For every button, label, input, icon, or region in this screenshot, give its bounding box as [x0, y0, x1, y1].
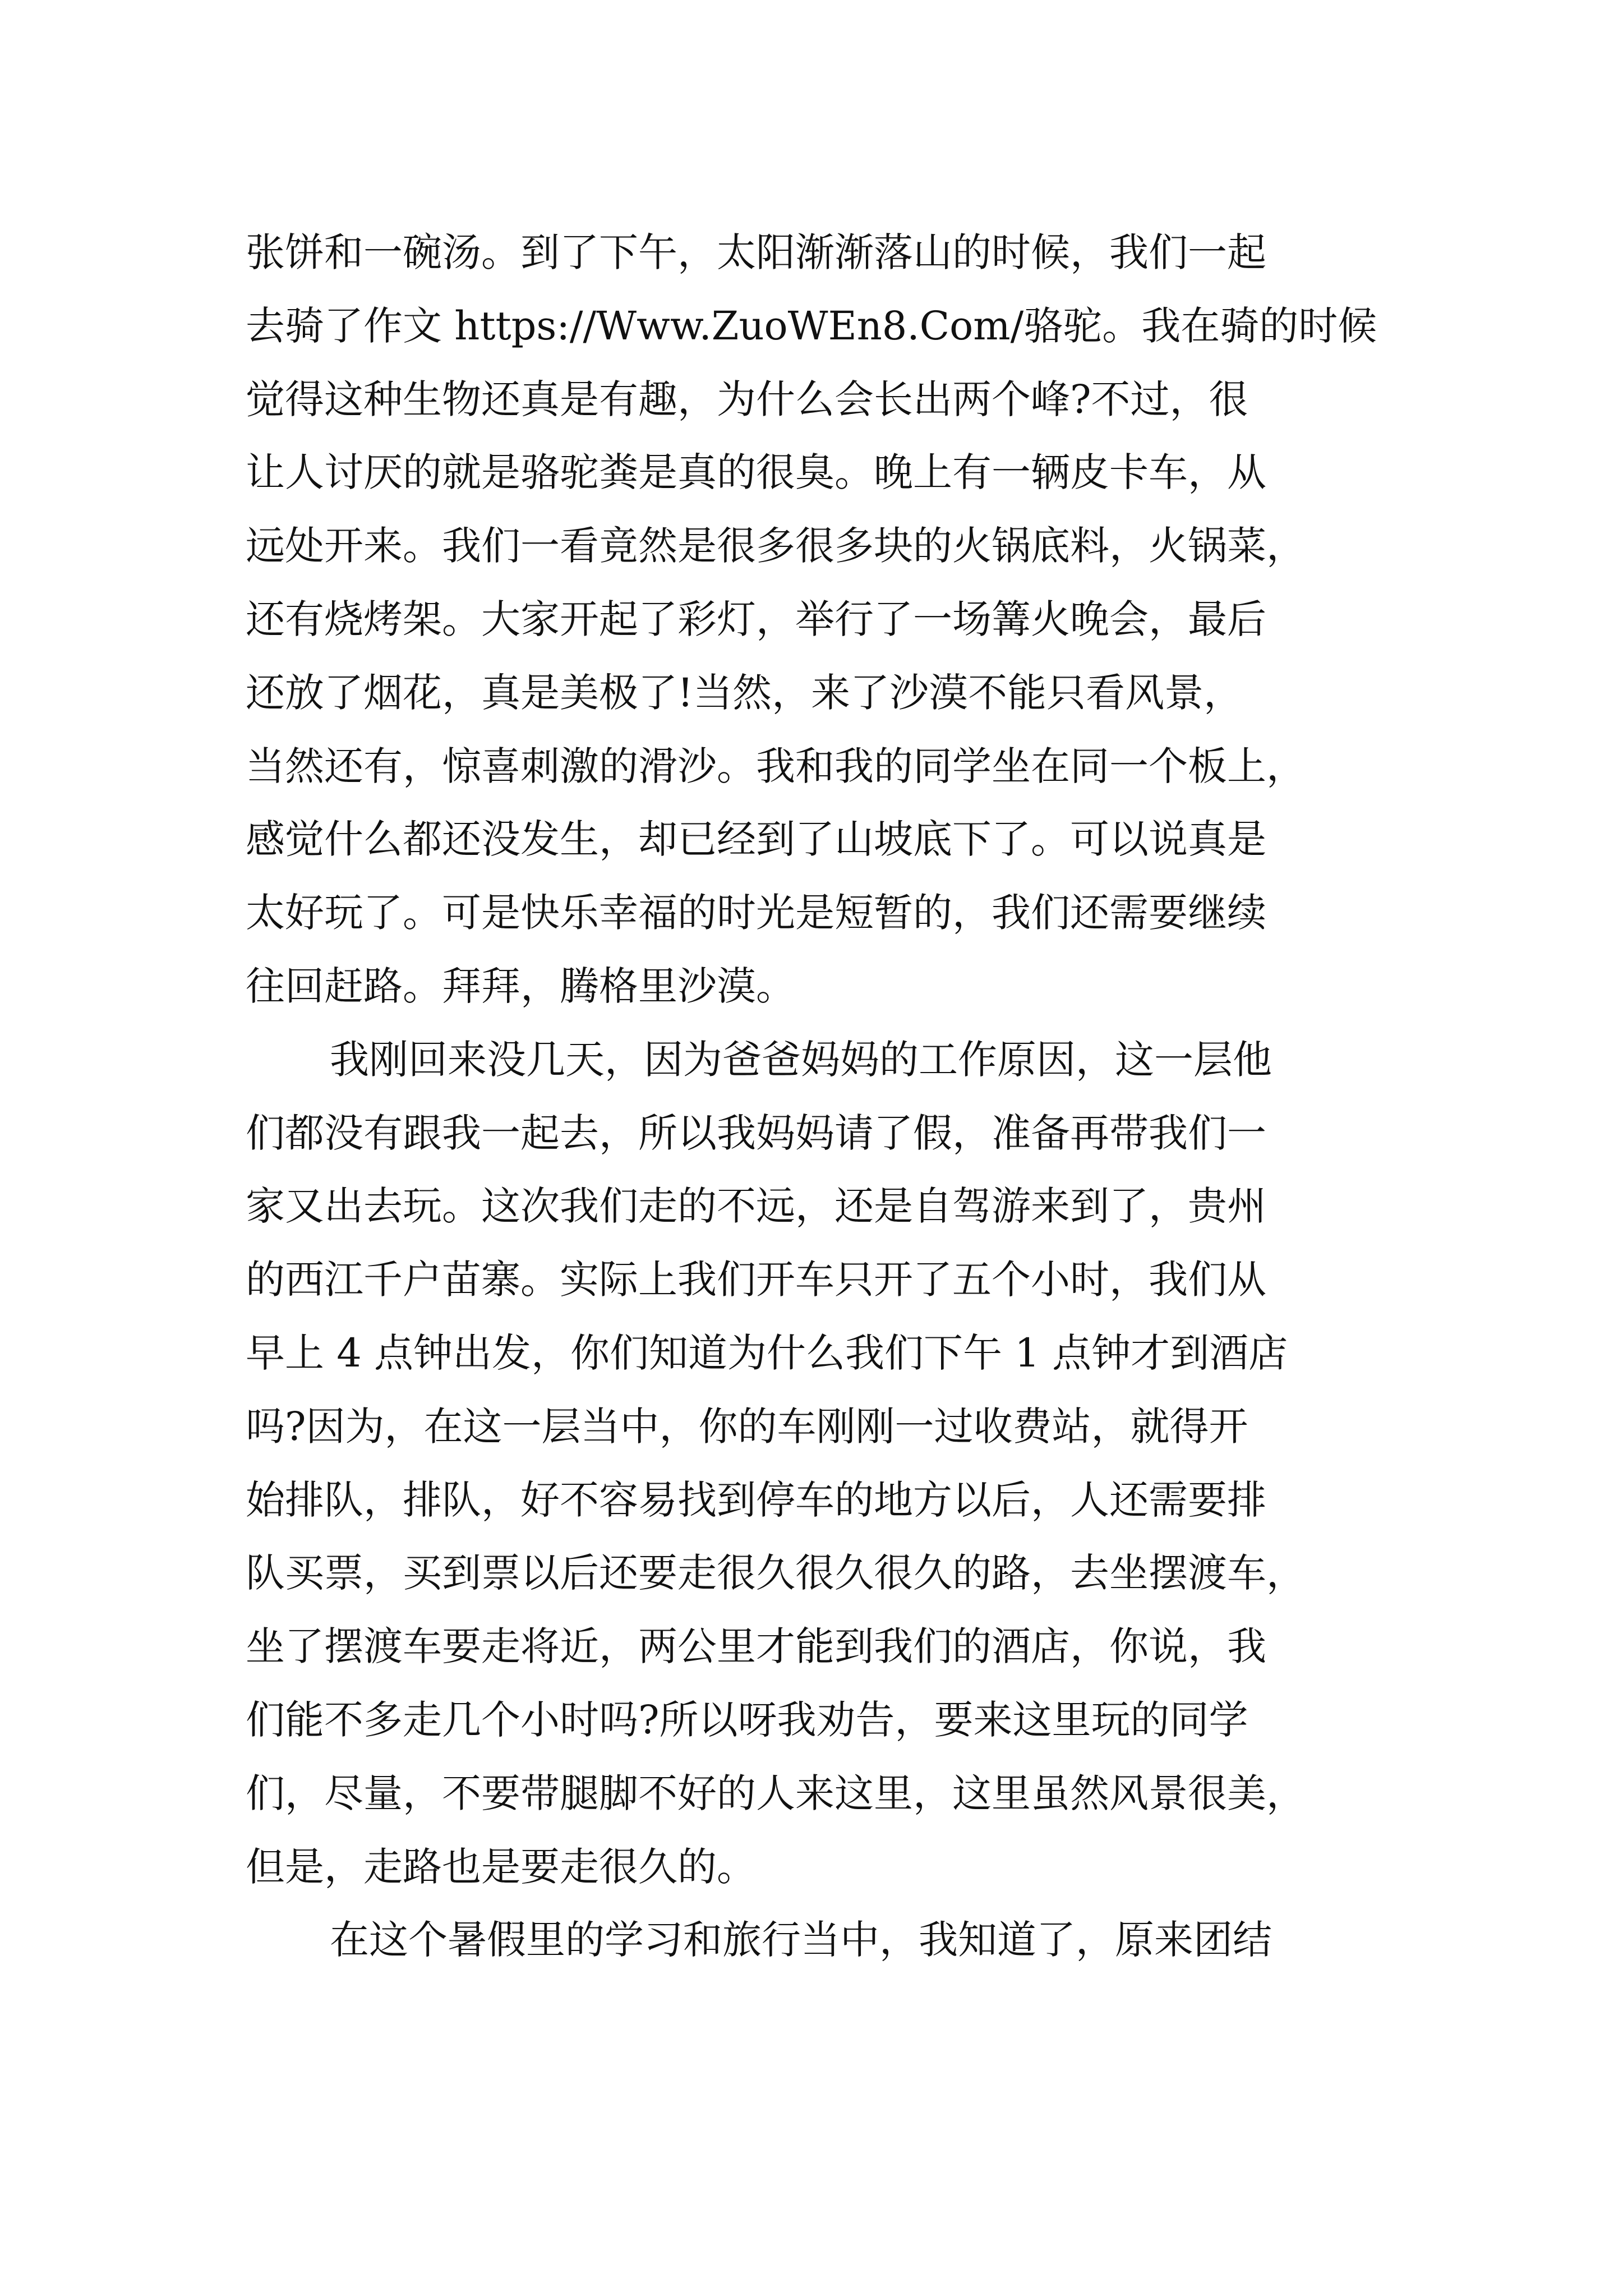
text-line: 早上 4 点钟出发，你们知道为什么我们下午 1 点钟才到酒店 [246, 1329, 1288, 1376]
text-line: 吗?因为，在这一层当中，你的车刚刚一过收费站，就得开 [246, 1403, 1248, 1450]
text-line: 去骑了作文 https://Www.ZuoWEn8.Com/骆驼。我在骑的时候 [246, 302, 1377, 349]
text-line: 让人讨厌的就是骆驼粪是真的很臭。晚上有一辆皮卡车，从 [246, 449, 1266, 496]
text-line: 但是，走路也是要走很久的。 [246, 1843, 756, 1890]
text-line: 感觉什么都还没发生，却已经到了山坡底下了。可以说真是 [246, 816, 1266, 863]
paragraph-start-line: 我刚回来没几天，因为爸爸妈妈的工作原因，这一层他 [330, 1036, 1272, 1083]
text-line: 太好玩了。可是快乐幸福的时光是短暂的，我们还需要继续 [246, 890, 1266, 936]
text-line: 们都没有跟我一起去，所以我妈妈请了假，准备再带我们一 [246, 1110, 1266, 1156]
text-line: 们，尽量，不要带腿脚不好的人来这里，这里虽然风景很美， [246, 1770, 1306, 1816]
text-line: 还有烧烤架。大家开起了彩灯，举行了一场篝火晚会，最后 [246, 596, 1266, 642]
text-line: 坐了摆渡车要走将近，两公里才能到我们的酒店，你说，我 [246, 1623, 1266, 1670]
text-line: 家又出去玩。这次我们走的不远，还是自驾游来到了，贵州 [246, 1183, 1266, 1230]
paragraph-start-line: 在这个暑假里的学习和旅行当中，我知道了，原来团结 [330, 1917, 1272, 1963]
text-line: 们能不多走几个小时吗?所以呀我劝告，要来这里玩的同学 [246, 1696, 1248, 1743]
text-line: 始排队，排队，好不容易找到停车的地方以后，人还需要排 [246, 1476, 1266, 1523]
text-line: 张饼和一碗汤。到了下午，太阳渐渐落山的时候，我们一起 [246, 229, 1266, 275]
text-line: 往回赶路。拜拜，腾格里沙漠。 [246, 963, 795, 1009]
essay-text [246, 216, 1390, 1977]
text-line: 还放了烟花，真是美极了!当然，来了沙漠不能只看风景， [246, 669, 1243, 716]
text-line: 队买票，买到票以后还要走很久很久很久的路，去坐摆渡车， [246, 1550, 1306, 1596]
text-line: 觉得这种生物还真是有趣，为什么会长出两个峰?不过，很 [246, 376, 1248, 422]
text-line: 的西江千户苗寨。实际上我们开车只开了五个小时，我们从 [246, 1257, 1266, 1303]
text-line: 远处开来。我们一看竟然是很多很多块的火锅底料，火锅菜， [246, 523, 1306, 569]
text-line: 当然还有，惊喜刺激的滑沙。我和我的同学坐在同一个板上， [246, 743, 1306, 789]
